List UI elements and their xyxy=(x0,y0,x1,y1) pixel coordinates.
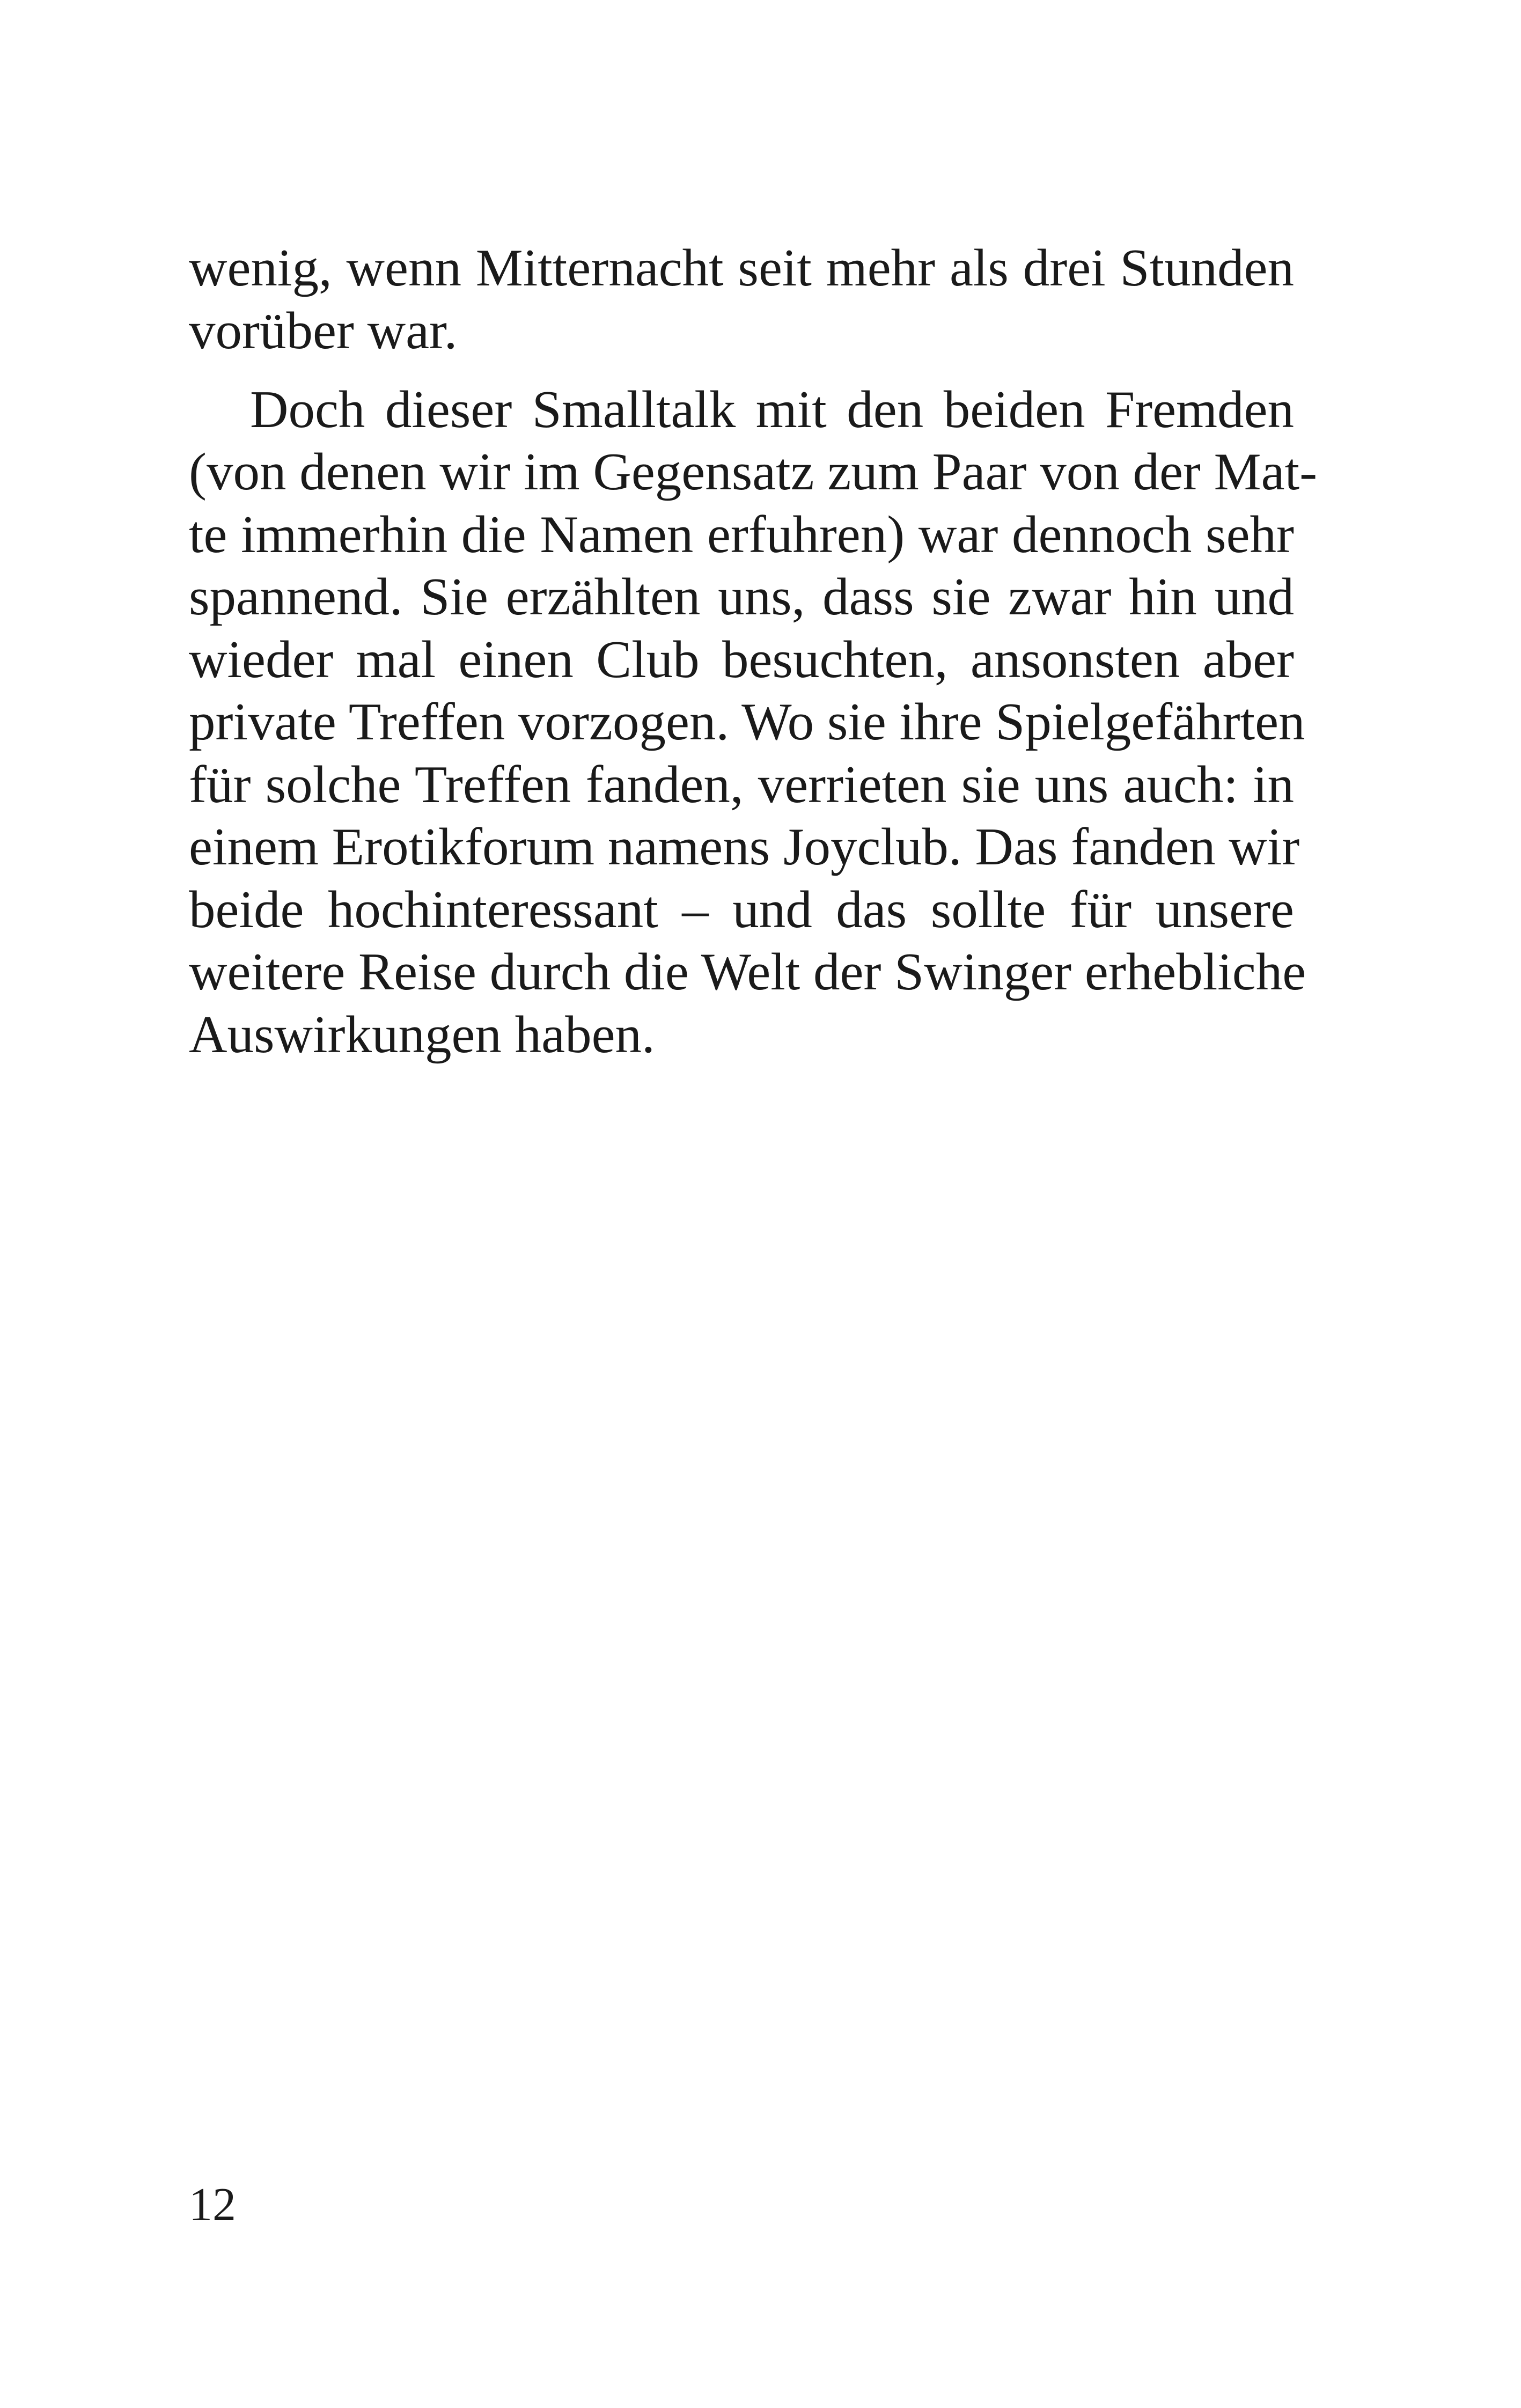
text-line: te immerhin die Namen erfuhren) war dennoch sehr xyxy=(189,505,1294,564)
text-line: Doch dieser Smalltalk mit den beiden Fremden xyxy=(250,380,1294,439)
text-line: (von denen wir im Gegensatz zum Paar von der Mat- xyxy=(189,443,1318,501)
text-line: weitere Reise durch die Welt der Swinger erhebliche xyxy=(189,943,1306,1001)
text-line: beide hochinteressant – und das sollte für unsere xyxy=(189,880,1294,939)
text-line: private Treffen vorzogen. Wo sie ihre Spielgefährten xyxy=(189,693,1305,751)
page-number: 12 xyxy=(189,2179,236,2231)
text-line: vorüber war. xyxy=(189,302,458,360)
text-line: wieder mal einen Club besuchten, ansonsten aber xyxy=(189,630,1294,689)
text-line: wenig, wenn Mitternacht seit mehr als drei Stunden xyxy=(189,239,1294,297)
text-line: einem Erotikforum namens Joyclub. Das fanden wir xyxy=(189,818,1300,876)
text-line: spannend. Sie erzählten uns, dass sie zwar hin und xyxy=(189,568,1294,626)
text-line: für solche Treffen fanden, verrieten sie uns auch: in xyxy=(189,755,1294,814)
text-line: Auswirkungen haben. xyxy=(189,1005,655,1064)
